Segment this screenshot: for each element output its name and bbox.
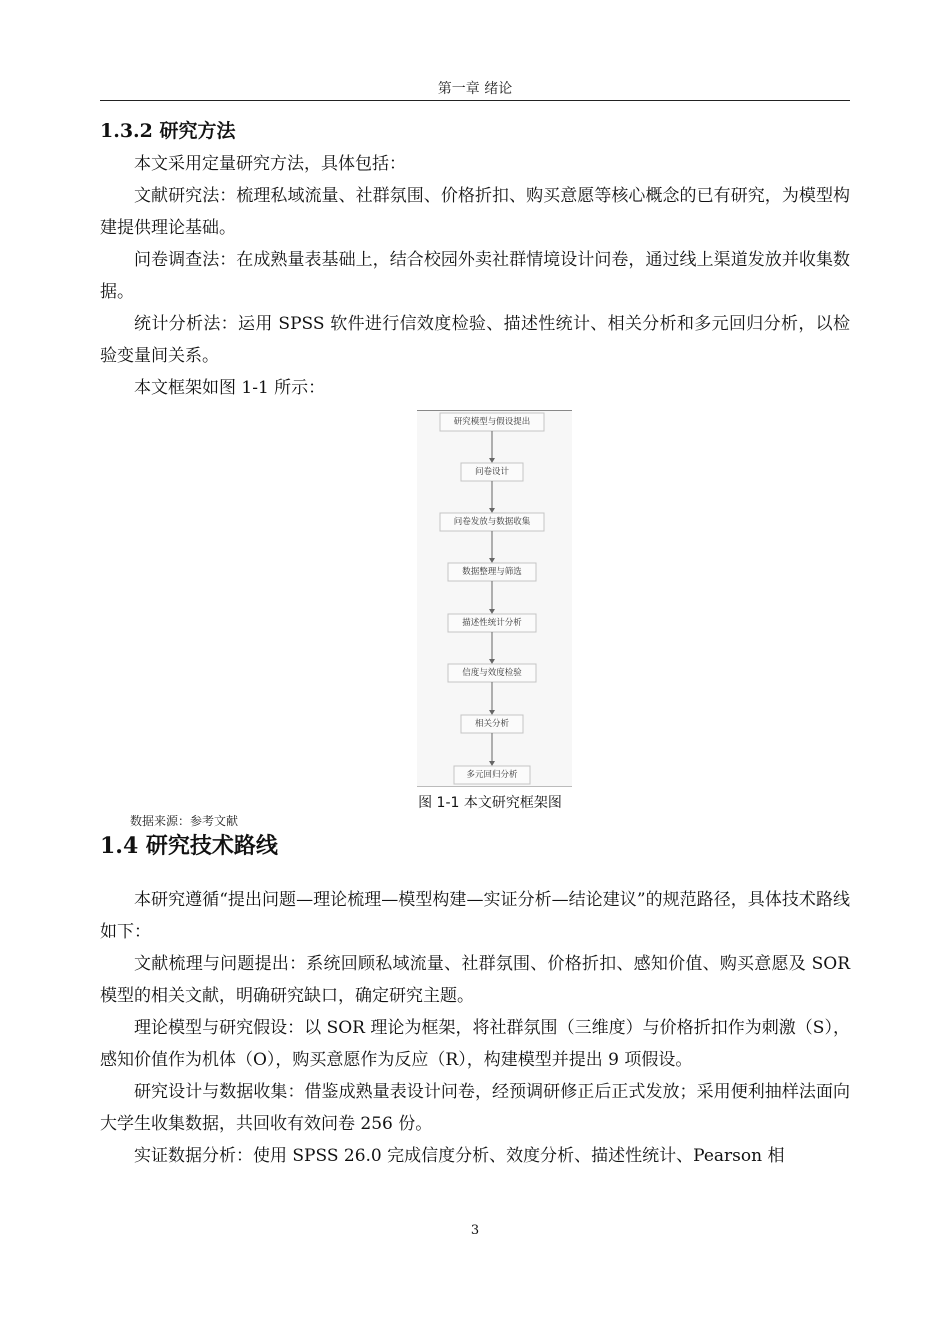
paragraph: 文献研究法：梳理私域流量、社群氛围、价格折扣、购买意愿等核心概念的已有研究，为模型构建提供理论基础。 bbox=[100, 186, 850, 238]
flow-node: 多元回归分析 bbox=[466, 770, 518, 780]
flowchart bbox=[417, 410, 572, 787]
section-heading-1-4: 1.4 研究技术路线 bbox=[100, 833, 278, 859]
paragraph: 理论模型与研究假设：以 SOR 理论为框架，将社群氛围（三维度）与价格折扣作为刺激（S），感知价值作为机体（O），购买意愿作为反应（R），构建模型并提出 9 项假设。 bbox=[100, 1018, 850, 1070]
flow-node: 相关分析 bbox=[474, 719, 509, 729]
paragraph: 统计分析法：运用 SPSS 软件进行信效度检验、描述性统计、相关分析和多元回归分析，以检验变量间关系。 bbox=[100, 314, 850, 366]
spacer bbox=[100, 868, 850, 884]
paragraph: 实证数据分析：使用 SPSS 26.0 完成信度分析、效度分析、描述性统计、Pearson 相 bbox=[134, 1146, 785, 1166]
paragraph: 本研究遵循“提出问题—理论梳理—模型构建—实证分析—结论建议”的规范路径，具体技术路线如下： bbox=[100, 890, 850, 942]
figure-1-1 bbox=[100, 410, 850, 828]
flow-node: 信度与效度检验 bbox=[462, 668, 522, 678]
paragraph: 研究设计与数据收集：借鉴成熟量表设计问卷，经预调研修正后正式发放；采用便利抽样法面向大学生收集数据，共回收有效问卷 256 份。 bbox=[100, 1082, 850, 1134]
page-body bbox=[100, 114, 850, 1172]
figure-source: 数据来源：参考文献 bbox=[130, 814, 239, 828]
header-rule bbox=[100, 100, 850, 101]
paragraph: 问卷调查法：在成熟量表基础上，结合校园外卖社群情境设计问卷，通过线上渠道发放并收集数据。 bbox=[100, 250, 850, 302]
flow-node: 描述性统计分析 bbox=[462, 618, 522, 628]
paragraph: 文献梳理与问题提出：系统回顾私域流量、社群氛围、价格折扣、感知价值、购买意愿及 SOR 模型的相关文献，明确研究缺口，确定研究主题。 bbox=[100, 954, 850, 1006]
running-header: 第一章 绪论 bbox=[437, 81, 513, 97]
figure-caption: 图 1-1 本文研究框架图 bbox=[418, 795, 562, 811]
flow-node: 研究模型与假设提出 bbox=[453, 417, 531, 427]
flow-node: 数据整理与筛选 bbox=[462, 567, 522, 577]
paragraph: 本文框架如图 1-1 所示： bbox=[134, 378, 326, 398]
flow-node: 问卷设计 bbox=[474, 467, 509, 477]
section-heading-1-3-2: 1.3.2 研究方法 bbox=[100, 120, 236, 142]
paragraph: 本文采用定量研究方法，具体包括： bbox=[134, 154, 406, 174]
flow-node: 问卷发放与数据收集 bbox=[453, 517, 531, 527]
page-number: 3 bbox=[470, 1223, 480, 1238]
